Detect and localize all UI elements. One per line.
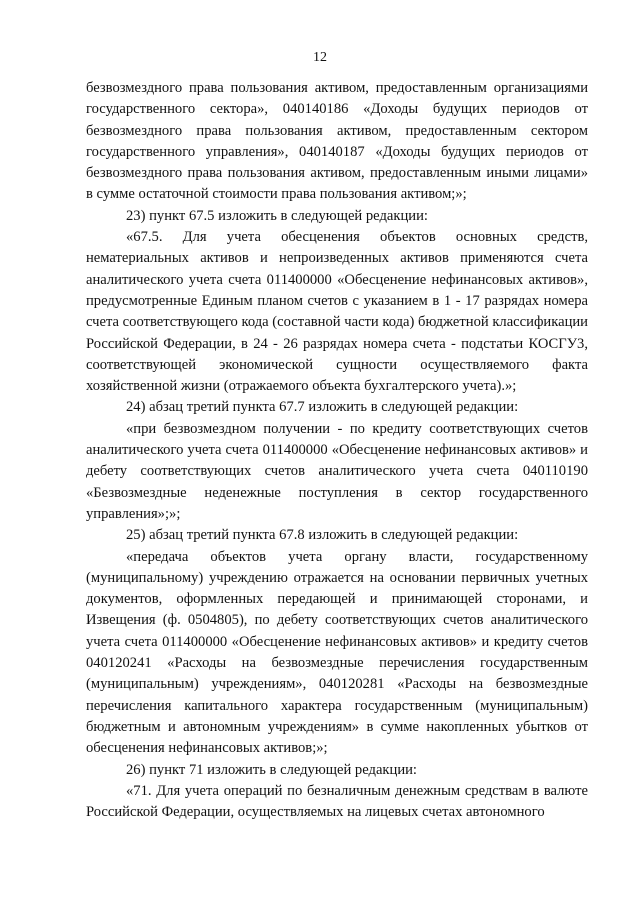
paragraph-67-7-text: «при безвозмездном получении - по кредиту соответствующих счетов аналитического учета счета 011400000 «Обесценение нефинансовых активов» и дебету соответствующих счетов аналитического учета счета 040110190 «Безвозмездные неденежные поступления в сектор государственного управления»;»; — [86, 420, 588, 522]
paragraph-71-text: «71. Для учета операций по безналичным денежным средствам в валюте Российской Федерации, осуществляемых на лицевых счетах автономного — [86, 782, 588, 821]
paragraph-item-23: 23) пункт 67.5 изложить в следующей редакции: — [126, 207, 428, 224]
page-number: 12 — [313, 50, 327, 65]
paragraph-item-25: 25) абзац третий пункта 67.8 изложить в следующей редакции: — [126, 527, 519, 544]
paragraph-item-26: 26) пункт 71 изложить в следующей редакции: — [126, 761, 417, 778]
paragraph-67-5-text: «67.5. Для учета обесценения объектов основных средств, нематериальных активов и непроизведенных активов применяются счета аналитического учета счета 011400000 «Обесценение нефинансовых активов», предусмотренные Единым планом счетов с указанием в 1 - 17 разрядах номера счета соответствующего кода (составной части кода) бюджетной классификации Российской Федерации, в 24 - 26 разрядах номера счета - подстатьи КОСГУ3, соответствующей экономической сущности осуществляемого факта хозяйственной жизни (отражаемого объекта бухгалтерского учета).»; — [86, 229, 588, 395]
document-body — [86, 78, 588, 823]
paragraph-item-24: 24) абзац третий пункта 67.7 изложить в следующей редакции: — [126, 399, 519, 416]
paragraph-67-8-text: «передача объектов учета органу власти, государственному (муниципальному) учреждению отражается на основании первичных учетных документов, оформленных передающей и принимающей сторонами, и Извещения (ф. 0504805), по дебету соответствующих счетов аналитического учета счета 011400000 «Обесценение нефинансовых активов» и кредиту счетов 040120241 «Расходы на безвозмездные перечисления государственным (муниципальным) учреждениям», 040120281 «Расходы на безвозмездные перечисления капитального характера государственным (муниципальным) бюджетным и автономным учреждениям» в сумме накопленных убытков от обесценения нефинансовых активов;»; — [86, 548, 588, 757]
paragraph-continuation: безвозмездного права пользования активом, предоставленным организациями государственного сектора», 040140186 «Доходы будущих периодов от безвозмездного права пользования активом, предоставленным сектором государственного управления», 040140187 «Доходы будущих периодов от безвозмездного права пользования активом, предоставленным иными лицами» в сумме остаточной стоимости права пользования активом;»; — [86, 80, 588, 203]
